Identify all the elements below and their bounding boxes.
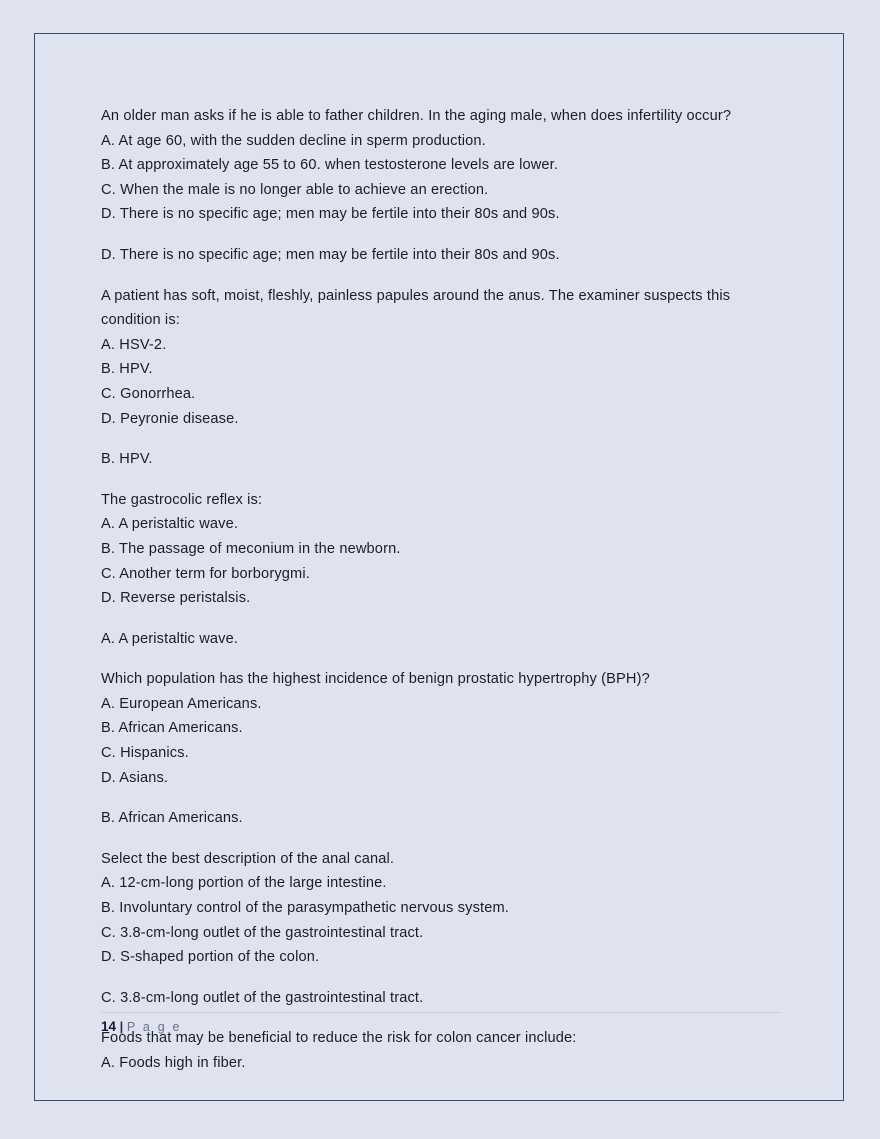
answer-option: B. HPV. <box>101 361 153 378</box>
question-block <box>101 847 781 970</box>
answer-option: C. When the male is no longer able to achieve an erection. <box>101 181 489 198</box>
question-block <box>101 284 781 432</box>
question-stem: Which population has the highest incidence of benign prostatic hypertrophy (BPH)? <box>101 671 650 688</box>
question-stem: Select the best description of the anal canal. <box>101 850 395 867</box>
answer-option: A. At age 60, with the sudden decline in sperm production. <box>101 132 486 149</box>
answer-block <box>101 627 781 652</box>
question-block <box>101 667 781 790</box>
answer-option: B. The passage of meconium in the newborn. <box>101 540 401 557</box>
answer-option: D. Asians. <box>101 769 169 786</box>
answer-block <box>101 806 781 831</box>
answer-text: A. A peristaltic wave. <box>101 630 239 647</box>
answer-option: A. Foods high in fiber. <box>101 1055 246 1071</box>
document-body <box>101 104 781 1092</box>
answer-option: D. There is no specific age; men may be fertile into their 80s and 90s. <box>101 206 560 223</box>
answer-option: B. At approximately age 55 to 60. when testosterone levels are lower. <box>101 157 559 174</box>
answer-option: C. Gonorrhea. <box>101 385 196 402</box>
answer-text: C. 3.8-cm-long outlet of the gastrointestinal tract. <box>101 989 424 1006</box>
answer-option: D. S-shaped portion of the colon. <box>101 949 320 966</box>
page-footer <box>101 1012 781 1034</box>
document-page <box>34 33 844 1101</box>
answer-block <box>101 986 781 1011</box>
footer-page-number: 14 <box>101 1019 117 1034</box>
answer-option: C. Hispanics. <box>101 745 189 762</box>
question-block <box>101 488 781 611</box>
footer-separator: | <box>119 1019 124 1034</box>
answer-option: B. Involuntary control of the parasympathetic nervous system. <box>101 900 509 917</box>
answer-option: B. African Americans. <box>101 720 243 737</box>
question-stem: A patient has soft, moist, fleshly, painless papules around the anus. The examiner suspects this condition is: <box>101 287 731 329</box>
footer-text <box>101 1019 781 1034</box>
answer-option: C. 3.8-cm-long outlet of the gastrointestinal tract. <box>101 924 424 941</box>
question-block <box>101 104 781 227</box>
answer-option: A. European Americans. <box>101 695 262 712</box>
question-stem: An older man asks if he is able to father children. In the aging male, when does infertility occur? <box>101 108 732 124</box>
answer-option: A. HSV-2. <box>101 336 167 353</box>
answer-option: A. A peristaltic wave. <box>101 516 239 533</box>
answer-text: B. African Americans. <box>101 810 243 827</box>
answer-block <box>101 447 781 472</box>
answer-option: D. Reverse peristalsis. <box>101 590 251 607</box>
footer-page-label: P a g e <box>126 1020 182 1034</box>
answer-option: A. 12-cm-long portion of the large intestine. <box>101 875 387 892</box>
answer-option: C. Another term for borborygmi. <box>101 565 310 582</box>
answer-text: D. There is no specific age; men may be fertile into their 80s and 90s. <box>101 246 560 263</box>
question-stem: The gastrocolic reflex is: <box>101 491 263 508</box>
answer-block <box>101 243 781 268</box>
answer-text: B. HPV. <box>101 451 153 468</box>
answer-option: D. Peyronie disease. <box>101 410 239 427</box>
question-stem: Foods that may be beneficial to reduce the risk for colon cancer include: <box>101 1030 577 1047</box>
